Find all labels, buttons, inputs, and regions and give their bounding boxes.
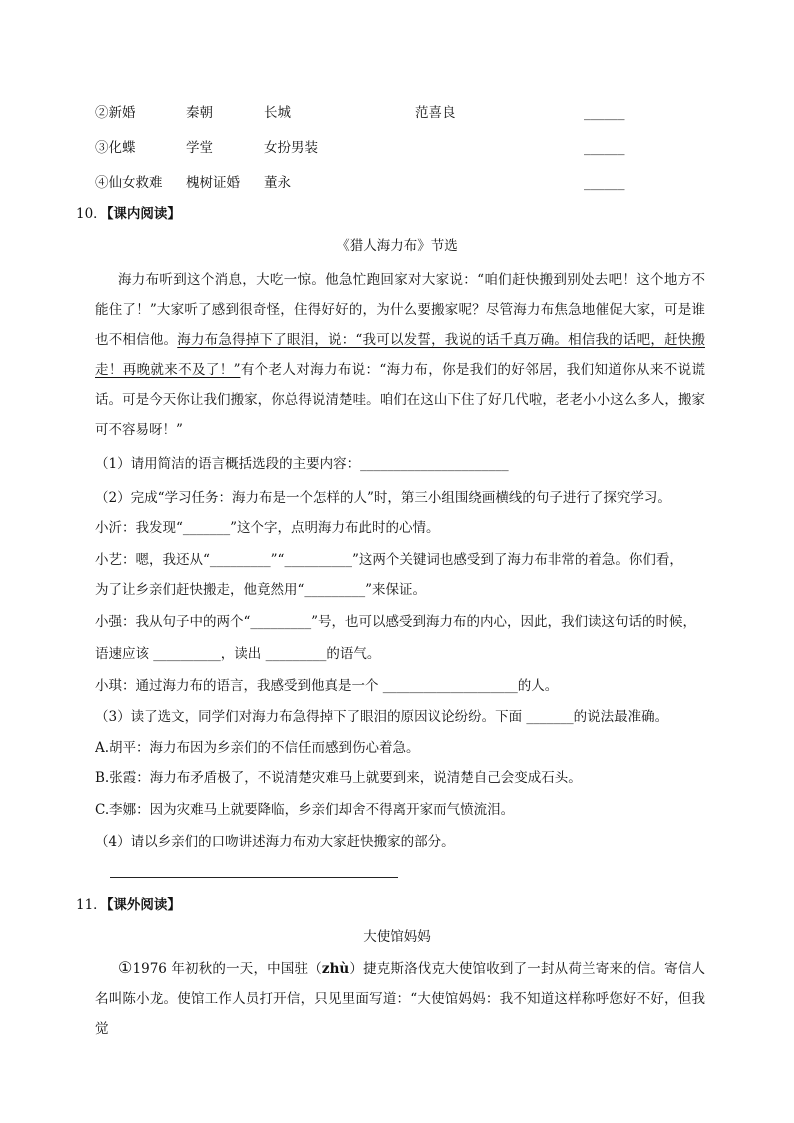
passage-text: 有个老人对海力布说：“海力布，你是我们的好邻居，我们知道你从来不说谎话。可是今天你让我们搬家，你总得说清楚哇。咱们在这山下住了好几代啦，老老小小这么多人，搬家可不容易呀！” <box>95 362 705 438</box>
student-statement-xiaoyi-art: 小艺：嗯，我还从“_________”“__________”这两个关键词也感受到了海力布非常的着急。你们看， <box>95 552 683 568</box>
answer-line <box>110 877 398 878</box>
passage-text: 1976 年初秋的一天，中国驻（ <box>132 961 322 977</box>
student-statement-xiaoqiang: 小强：我从句子中的两个“_________”号，也可以感受到海力布的内心，因此，我们读这句话的时候， <box>95 614 697 630</box>
matching-item-keyword: 槐树证婚 <box>186 175 240 191</box>
passage-title: 大使馆妈妈 <box>363 929 431 945</box>
option-a: A.胡平：海力布因为乡亲们的不信任而感到伤心着急。 <box>95 740 420 756</box>
section-label: 【课内阅读】 <box>106 206 181 222</box>
underlined-sentence: 海力布急得掉下了眼泪，说：“我可以发誓，我说的话千真万确。相信我的话吧，赶快搬走！再晚就来不及了！” <box>95 332 706 378</box>
matching-row-2 <box>0 103 794 123</box>
question-11-heading <box>76 895 181 915</box>
reading-passage <box>95 953 705 1044</box>
sub-question-4: （4）请以乡亲们的口吻讲述海力布劝大家赶快搬家的部分。 <box>95 834 455 850</box>
matching-answer-blank: ______ <box>584 175 625 191</box>
passage-text: ）捷克斯洛伐克大使馆收到了一封从荷兰寄来的信。寄信人名叫陈小龙。使馆工作人员打开信，只见里面写道：“大使馆妈妈：我不知道这样称呼您好不好，但我觉 <box>95 961 706 1037</box>
matching-row-3 <box>0 138 794 158</box>
matching-item-number: ③化蝶 <box>95 140 136 156</box>
matching-item-number: ④仙女救难 <box>95 175 163 191</box>
matching-item-keyword: 女扮男装 <box>264 140 318 156</box>
sub-question-2: （2）完成“学习任务：海力布是一个怎样的人”时，第三小组围绕画横线的句子进行了探究学习。 <box>95 490 671 506</box>
matching-answer-blank: ______ <box>584 140 625 156</box>
matching-item-person: 董永 <box>264 175 291 191</box>
sub-question-1: （1）请用简洁的语言概括选段的主要内容：______________________ <box>95 456 509 472</box>
question-number: 11． <box>76 897 107 913</box>
matching-item-number: ②新婚 <box>95 105 136 121</box>
passage-text: 海力布听到这个消息，大吃一惊。他急忙跑回家对大家说：“咱们赶快搬到别处去吧！这个地方不能住了！”大家听了感到很奇怪，住得好好的，为什么要搬家呢？尽管海力布焦急地催促大家，可是谁也不相信他。 <box>95 272 705 348</box>
option-c: C.李娜：因为灾难马上就要降临，乡亲们却舍不得离开家而气愤流泪。 <box>95 802 515 818</box>
student-statement-xiaoyi: 小沂：我发现“_______”这个字，点明海力布此时的心情。 <box>95 520 440 536</box>
reading-passage <box>95 265 705 445</box>
question-10-heading <box>76 204 181 224</box>
student-statement-continuation: 为了让乡亲们赶快搬走，他竟然用“_________”来保证。 <box>95 582 427 598</box>
sub-question-3: （3）读了选文，同学们对海力布急得掉下了眼泪的原因议论纷纷。下面 _______的说法最准确。 <box>95 709 669 725</box>
passage-title: 《猎人海力布》节选 <box>336 238 458 254</box>
paragraph-number: ① <box>118 958 133 977</box>
student-statement-continuation: 语速应该 __________，读出 _________的语气。 <box>95 646 381 662</box>
matching-row-4 <box>0 173 794 193</box>
matching-item-person: 范喜良 <box>415 105 456 121</box>
matching-answer-blank: ______ <box>584 105 625 121</box>
matching-item-place: 学堂 <box>186 140 213 156</box>
matching-item-dynasty: 秦朝 <box>186 105 213 121</box>
pinyin-annotation: zhù <box>321 961 350 977</box>
matching-item-keyword: 长城 <box>264 105 291 121</box>
question-number: 10． <box>76 206 107 222</box>
student-statement-xiaoqi: 小琪：通过海力布的语言，我感受到他真是一个 ____________________的人。 <box>95 678 559 694</box>
section-label: 【课外阅读】 <box>106 897 181 913</box>
option-b: B.张霞：海力布矛盾极了，不说清楚灾难马上就要到来，说清楚自己会变成石头。 <box>95 770 582 786</box>
